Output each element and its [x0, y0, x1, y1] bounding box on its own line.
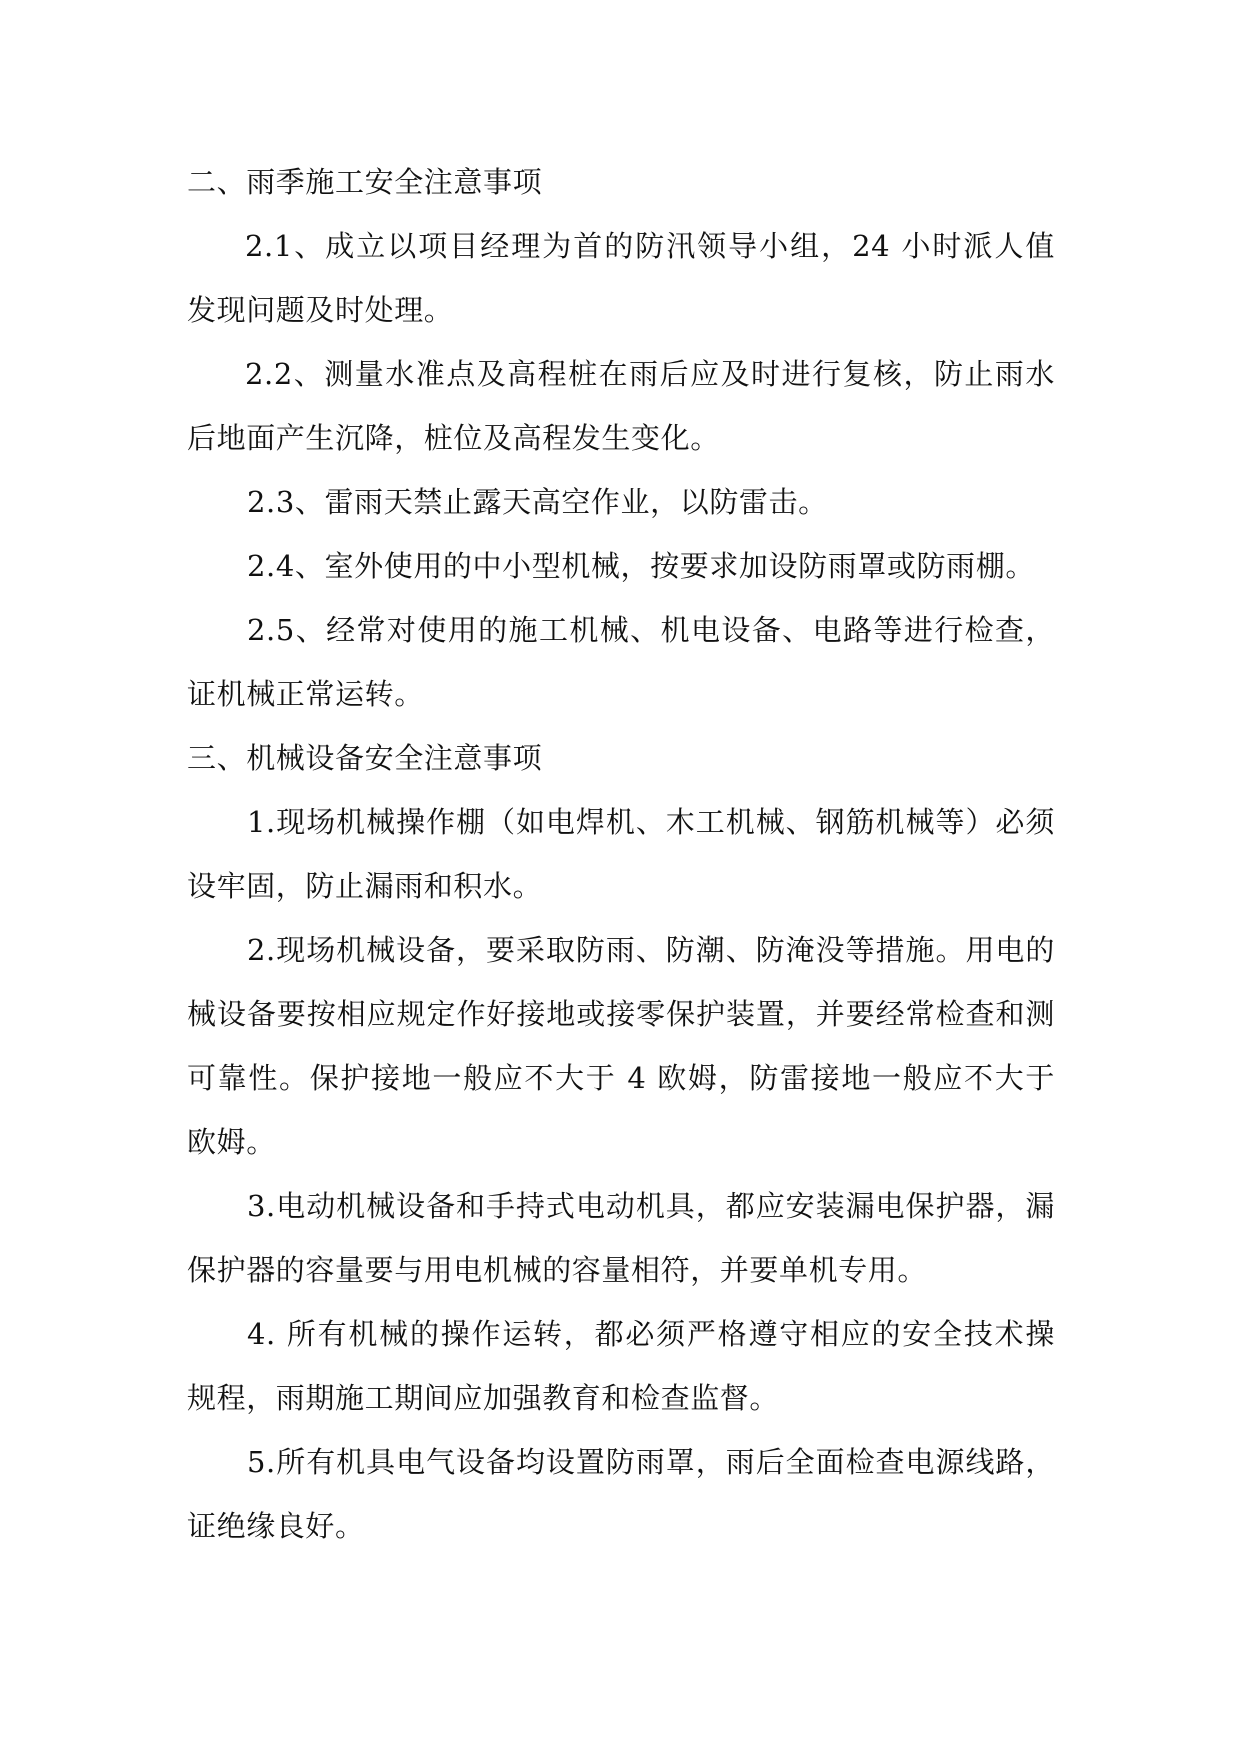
paragraph-3-3-line-1: 3.电动机械设备和手持式电动机具，都应安装漏电保护器，漏 [247, 1189, 1055, 1223]
paragraph-2-5-line-2: 证机械正常运转。 [187, 677, 424, 711]
paragraph-3-2-line-2: 械设备要按相应规定作好接地或接零保护装置，并要经常检查和测 [187, 997, 1055, 1031]
paragraph-2-2-line-2: 后地面产生沉降，桩位及高程发生变化。 [187, 421, 720, 455]
paragraph-3-3-line-2: 保护器的容量要与用电机械的容量相符，并要单机专用。 [187, 1253, 928, 1287]
paragraph-2-1-line-1: 2.1、成立以项目经理为首的防汛领导小组，24 小时派人值 [245, 229, 1055, 263]
paragraph-2-4-line-1: 2.4、室外使用的中小型机械，按要求加设防雨罩或防雨棚。 [247, 549, 1035, 583]
document-body [187, 150, 1055, 1558]
paragraph-3-5-line-1: 5.所有机具电气设备均设置防雨罩，雨后全面检查电源线路， [247, 1445, 1055, 1479]
paragraph-3-4-line-1: 4. 所有机械的操作运转，都必须严格遵守相应的安全技术操 [247, 1317, 1055, 1351]
paragraph-3-1-line-1: 1.现场机械操作棚（如电焊机、木工机械、钢筋机械等）必须 [247, 805, 1055, 839]
paragraph-2-1-line-2: 发现问题及时处理。 [187, 293, 454, 327]
paragraph-3-2-line-1: 2.现场机械设备，要采取防雨、防潮、防淹没等措施。用电的 [247, 933, 1055, 967]
paragraph-2-5-line-1: 2.5、经常对使用的施工机械、机电设备、电路等进行检查， [247, 613, 1055, 647]
paragraph-3-2-line-3: 可靠性。保护接地一般应不大于 4 欧姆，防雷接地一般应不大于 [187, 1061, 1055, 1095]
paragraph-2-3-line-1: 2.3、雷雨天禁止露天高空作业，以防雷击。 [247, 485, 828, 519]
paragraph-3-4-line-2: 规程，雨期施工期间应加强教育和检查监督。 [187, 1381, 780, 1415]
paragraph-2-2-line-1: 2.2、测量水准点及高程桩在雨后应及时进行复核，防止雨水 [245, 357, 1055, 391]
paragraph-3-1-line-2: 设牢固，防止漏雨和积水。 [187, 869, 543, 903]
paragraph-3-2-line-4: 欧姆。 [187, 1125, 276, 1159]
section-heading-machinery: 三、机械设备安全注意事项 [187, 741, 543, 775]
section-heading-rainy-season: 二、雨季施工安全注意事项 [187, 165, 543, 199]
paragraph-3-5-line-2: 证绝缘良好。 [187, 1509, 365, 1543]
